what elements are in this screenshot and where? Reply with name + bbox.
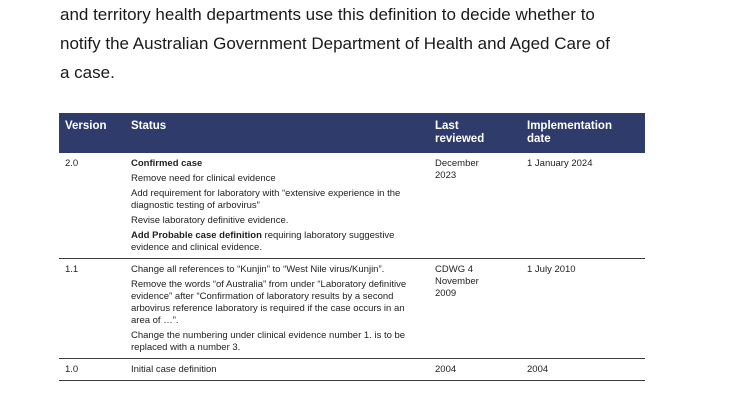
- cell-last-reviewed: [429, 153, 521, 259]
- last-reviewed-line: November: [435, 276, 479, 287]
- cell-status: [125, 153, 429, 259]
- table-header-row: [59, 113, 645, 153]
- status-line: Remove the words “of Australia” from under “Laboratory definitive evidence” after “Confirmation of laboratory results by a second arbovirus reference laboratory is required if the case occurs in an area of …”.: [131, 279, 407, 326]
- cell-version: 2.0: [59, 153, 125, 259]
- last-reviewed-line: 2009: [435, 288, 457, 299]
- cell-implementation-date: 1 January 2024: [521, 153, 645, 259]
- last-reviewed-line: CDWG 4: [435, 264, 473, 275]
- status-line: Change the numbering under clinical evidence number 1. is to be replaced with a number 3.: [131, 330, 406, 353]
- cell-status: [125, 359, 429, 381]
- status-bold-prefix: Add Probable case definition: [131, 230, 262, 241]
- status-line: Change all references to “Kunjin” to “West Nile virus/Kunjin”.: [131, 264, 385, 275]
- status-line: Remove need for clinical evidence: [131, 173, 276, 184]
- status-heading: Confirmed case: [131, 158, 203, 169]
- cell-status: [125, 259, 429, 359]
- table-row: [59, 359, 645, 381]
- last-reviewed-line: 2023: [435, 170, 457, 181]
- cell-last-reviewed: [429, 259, 521, 359]
- cell-implementation-date: 1 July 2010: [521, 259, 645, 359]
- status-line: [131, 230, 423, 254]
- intro-line: and territory health departments use this definition to decide whether to: [60, 5, 595, 24]
- header-version: Version: [59, 113, 125, 153]
- intro-line: a case.: [60, 63, 115, 82]
- status-bold-suffix: requiring laboratory suggestive evidence and clinical evidence.: [131, 230, 395, 253]
- cell-version: 1.1: [59, 259, 125, 359]
- status-line: Initial case definition: [131, 364, 217, 375]
- header-implementation-line2: date: [527, 133, 551, 145]
- table-row: [59, 259, 645, 359]
- intro-line: notify the Australian Government Department of Health and Aged Care of: [60, 34, 610, 53]
- intro-paragraph: [60, 0, 680, 87]
- status-line: Add requirement for laboratory with “extensive experience in the diagnostic testing of arbovirus”: [131, 188, 401, 211]
- header-last-reviewed-line2: reviewed: [435, 133, 485, 145]
- header-last-reviewed: [429, 113, 521, 153]
- header-implementation-line1: Implementation: [527, 120, 612, 132]
- cell-version: 1.0: [59, 359, 125, 381]
- cell-last-reviewed: 2004: [429, 359, 521, 381]
- header-status: Status: [125, 113, 429, 153]
- table-row: [59, 153, 645, 259]
- header-implementation-date: [521, 113, 645, 153]
- status-line: Revise laboratory definitive evidence.: [131, 215, 289, 226]
- cell-implementation-date: 2004: [521, 359, 645, 381]
- header-last-reviewed-line1: Last: [435, 120, 459, 132]
- last-reviewed-line: December: [435, 158, 479, 169]
- version-history-table: [59, 113, 645, 381]
